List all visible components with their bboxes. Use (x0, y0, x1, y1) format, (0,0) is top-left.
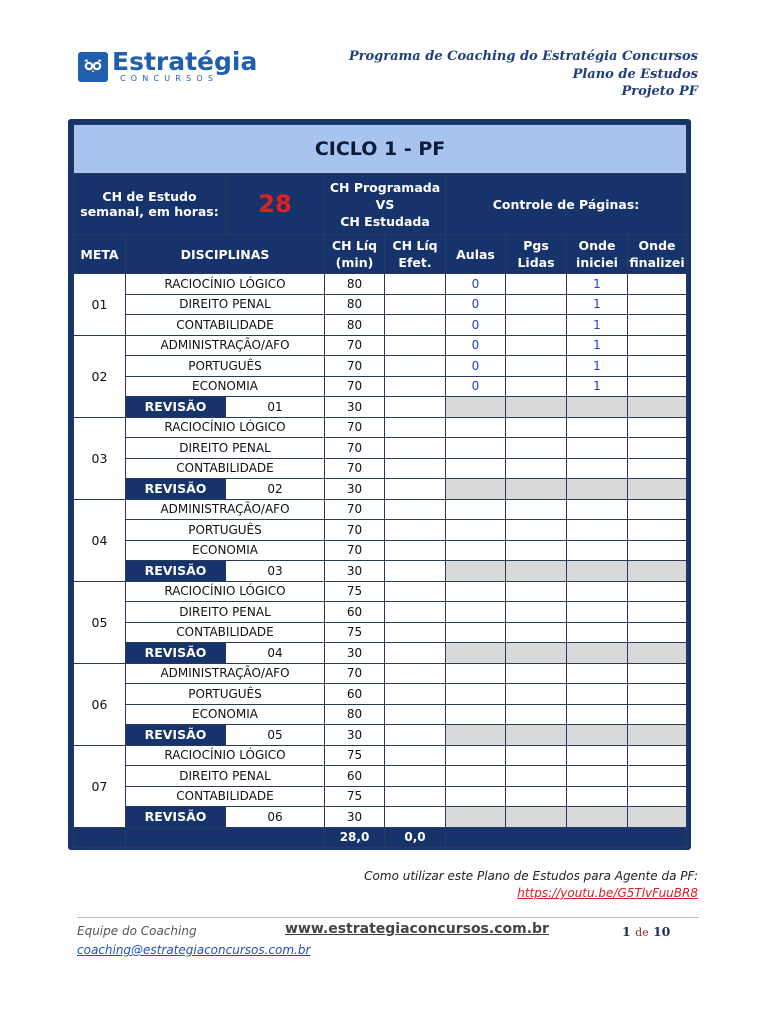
onde-iniciei-cell[interactable] (567, 438, 628, 459)
onde-iniciei-cell[interactable] (567, 622, 628, 643)
aulas-cell (446, 643, 506, 664)
onde-finalizei-cell (628, 725, 687, 746)
aulas-cell[interactable] (446, 581, 506, 602)
disciplina-cell: RACIOCÍNIO LÓGICO (126, 581, 325, 602)
pgs-lidas-cell[interactable] (506, 335, 567, 356)
onde-finalizei-cell[interactable] (628, 663, 687, 684)
onde-finalizei-cell[interactable] (628, 376, 687, 397)
onde-finalizei-cell (628, 479, 687, 500)
onde-iniciei-cell[interactable] (567, 684, 628, 705)
disciplina-cell: ADMINISTRAÇÃO/AFO (126, 499, 325, 520)
usage-note (364, 868, 698, 902)
ch-liq-cell: 75 (325, 622, 385, 643)
owl-logo-icon (78, 52, 108, 82)
onde-finalizei-cell[interactable] (628, 622, 687, 643)
onde-iniciei-cell (567, 397, 628, 418)
table-row (74, 417, 687, 438)
onde-iniciei-cell (567, 725, 628, 746)
col-header-pgs-lidas: Pgs Lidas (506, 235, 567, 274)
ch-efet-cell[interactable] (385, 479, 446, 500)
revisao-row (74, 643, 687, 664)
ch-efet-cell[interactable] (385, 315, 446, 336)
header-plan: Plano de Estudos (572, 66, 698, 82)
disciplina-cell: RACIOCÍNIO LÓGICO (126, 274, 325, 295)
onde-finalizei-cell[interactable] (628, 766, 687, 787)
ch-efet-cell[interactable] (385, 294, 446, 315)
onde-finalizei-cell[interactable] (628, 417, 687, 438)
meta-number: 07 (74, 745, 126, 827)
table-row (74, 335, 687, 356)
disciplina-cell: RACIOCÍNIO LÓGICO (126, 417, 325, 438)
totals-row (74, 827, 687, 847)
revisao-row (74, 561, 687, 582)
onde-iniciei-cell (567, 643, 628, 664)
pgs-lidas-cell[interactable] (506, 315, 567, 336)
onde-iniciei-cell[interactable] (567, 602, 628, 623)
onde-finalizei-cell[interactable] (628, 274, 687, 295)
revisao-number: 05 (226, 725, 325, 746)
footer-email-link[interactable]: coaching@estrategiaconcursos.com.br (77, 943, 311, 957)
onde-finalizei-cell[interactable] (628, 438, 687, 459)
table-row (74, 274, 687, 295)
revisao-number: 01 (226, 397, 325, 418)
ch-efet-cell[interactable] (385, 274, 446, 295)
ch-programada-vs-estudada: CH Programada VS CH Estudada (325, 174, 446, 235)
ch-efet-cell[interactable] (385, 540, 446, 561)
onde-iniciei-cell (567, 479, 628, 500)
disciplina-cell: ECONOMIA (126, 376, 325, 397)
ch-efet-cell[interactable] (385, 520, 446, 541)
table-row (74, 663, 687, 684)
ch-efet-cell[interactable] (385, 376, 446, 397)
onde-iniciei-cell[interactable] (567, 417, 628, 438)
onde-finalizei-cell[interactable] (628, 684, 687, 705)
pgs-lidas-cell (506, 725, 567, 746)
ch-estudo-label: CH de Estudo semanal, em horas: (74, 174, 226, 235)
onde-finalizei-cell (628, 397, 687, 418)
onde-iniciei-cell[interactable] (567, 745, 628, 766)
table-row (74, 356, 687, 377)
ch-efet-cell[interactable] (385, 499, 446, 520)
onde-finalizei-cell[interactable] (628, 294, 687, 315)
aulas-cell[interactable] (446, 663, 506, 684)
table-row (74, 438, 687, 459)
logo-wordmark: Estratégia (112, 47, 258, 76)
revisao-label: REVISÃO (126, 725, 226, 746)
total-ch-liq: 28,0 (325, 827, 385, 847)
ch-liq-cell: 60 (325, 684, 385, 705)
onde-iniciei-cell[interactable] (567, 499, 628, 520)
aulas-cell (446, 725, 506, 746)
ch-efet-cell[interactable] (385, 602, 446, 623)
aulas-cell[interactable] (446, 704, 506, 725)
pgs-lidas-cell (506, 561, 567, 582)
ch-liq-cell: 80 (325, 294, 385, 315)
onde-iniciei-cell[interactable]: 1 (567, 376, 628, 397)
pgs-lidas-cell (506, 807, 567, 828)
aulas-cell[interactable] (446, 458, 506, 479)
aulas-cell[interactable] (446, 520, 506, 541)
ch-liq-cell: 75 (325, 786, 385, 807)
table-row (74, 581, 687, 602)
onde-iniciei-cell (567, 561, 628, 582)
aulas-cell[interactable] (446, 684, 506, 705)
col-header-meta: META (74, 235, 126, 274)
footer-website-link[interactable]: www.estrategiaconcursos.com.br (285, 921, 549, 937)
ch-efet-cell[interactable] (385, 684, 446, 705)
aulas-cell (446, 397, 506, 418)
total-blank (446, 827, 687, 847)
ch-efet-cell[interactable] (385, 622, 446, 643)
onde-finalizei-cell[interactable] (628, 704, 687, 725)
onde-iniciei-cell[interactable]: 1 (567, 294, 628, 315)
revisao-label: REVISÃO (126, 807, 226, 828)
header-program: Programa de Coaching do Estratégia Concursos (348, 49, 698, 64)
table-row (74, 458, 687, 479)
pgs-lidas-cell[interactable] (506, 602, 567, 623)
onde-finalizei-cell[interactable] (628, 786, 687, 807)
ch-liq-cell: 60 (325, 766, 385, 787)
youtube-link[interactable]: https://youtu.be/G5TlvFuuBR8 (517, 886, 698, 900)
revisao-label: REVISÃO (126, 643, 226, 664)
pgs-lidas-cell[interactable] (506, 581, 567, 602)
meta-number: 06 (74, 663, 126, 745)
table-title: CICLO 1 - PF (74, 125, 687, 174)
onde-iniciei-cell (567, 807, 628, 828)
ch-liq-cell: 80 (325, 704, 385, 725)
pgs-lidas-cell[interactable] (506, 417, 567, 438)
ch-liq-cell: 70 (325, 458, 385, 479)
onde-iniciei-cell[interactable] (567, 540, 628, 561)
pgs-lidas-cell[interactable] (506, 745, 567, 766)
pgs-lidas-cell[interactable] (506, 684, 567, 705)
aulas-cell[interactable]: 0 (446, 376, 506, 397)
ch-efet-cell[interactable] (385, 807, 446, 828)
pgs-lidas-cell (506, 479, 567, 500)
disciplina-cell: CONTABILIDADE (126, 786, 325, 807)
disciplina-cell: ADMINISTRAÇÃO/AFO (126, 663, 325, 684)
estrategia-logo (78, 47, 258, 83)
aulas-cell[interactable] (446, 438, 506, 459)
ch-efet-cell[interactable] (385, 745, 446, 766)
disciplina-cell: ADMINISTRAÇÃO/AFO (126, 335, 325, 356)
meta-number: 04 (74, 499, 126, 581)
onde-finalizei-cell[interactable] (628, 602, 687, 623)
onde-finalizei-cell (628, 561, 687, 582)
disciplina-cell: PORTUGUÊS (126, 520, 325, 541)
disciplina-cell: DIREITO PENAL (126, 294, 325, 315)
table-row (74, 745, 687, 766)
onde-finalizei-cell[interactable] (628, 520, 687, 541)
ch-liq-cell: 70 (325, 356, 385, 377)
col-header-ch-efet: CH Líq Efet. (385, 235, 446, 274)
onde-iniciei-cell[interactable] (567, 458, 628, 479)
col-header-onde-finalizei: Onde finalizei (628, 235, 687, 274)
logo-subtitle: CONCURSOS (120, 74, 219, 83)
table-row (74, 499, 687, 520)
ch-liq-cell: 60 (325, 602, 385, 623)
disciplina-cell: PORTUGUÊS (126, 356, 325, 377)
disciplina-cell: CONTABILIDADE (126, 315, 325, 336)
col-header-onde-iniciei: Onde iniciei (567, 235, 628, 274)
ch-liq-cell: 70 (325, 499, 385, 520)
ch-liq-cell: 30 (325, 807, 385, 828)
aulas-cell[interactable]: 0 (446, 335, 506, 356)
ch-liq-cell: 30 (325, 397, 385, 418)
ch-efet-cell[interactable] (385, 663, 446, 684)
onde-iniciei-cell[interactable]: 1 (567, 335, 628, 356)
onde-finalizei-cell[interactable] (628, 315, 687, 336)
controle-paginas-header: Controle de Páginas: (446, 174, 687, 235)
onde-iniciei-cell[interactable] (567, 581, 628, 602)
pgs-lidas-cell[interactable] (506, 540, 567, 561)
pgs-lidas-cell[interactable] (506, 356, 567, 377)
meta-number: 02 (74, 335, 126, 417)
revisao-number: 06 (226, 807, 325, 828)
pgs-lidas-cell[interactable] (506, 766, 567, 787)
disciplina-cell: DIREITO PENAL (126, 602, 325, 623)
total-blank (126, 827, 325, 847)
disciplina-cell: DIREITO PENAL (126, 438, 325, 459)
aulas-cell (446, 561, 506, 582)
footer-divider (77, 917, 699, 918)
table-row (74, 786, 687, 807)
revisao-number: 02 (226, 479, 325, 500)
pgs-lidas-cell[interactable] (506, 274, 567, 295)
pgs-lidas-cell (506, 643, 567, 664)
ch-liq-cell: 30 (325, 725, 385, 746)
ch-efet-cell[interactable] (385, 458, 446, 479)
ch-liq-cell: 75 (325, 581, 385, 602)
meta-number: 03 (74, 417, 126, 499)
ch-efet-cell[interactable] (385, 786, 446, 807)
ch-liq-cell: 80 (325, 315, 385, 336)
ch-efet-cell[interactable] (385, 725, 446, 746)
total-blank (74, 827, 126, 847)
onde-iniciei-cell[interactable]: 1 (567, 315, 628, 336)
ch-efet-cell[interactable] (385, 766, 446, 787)
study-plan-table (73, 124, 687, 848)
pgs-lidas-cell (506, 397, 567, 418)
aulas-cell[interactable] (446, 602, 506, 623)
onde-finalizei-cell[interactable] (628, 745, 687, 766)
ch-liq-cell: 70 (325, 438, 385, 459)
onde-finalizei-cell[interactable] (628, 540, 687, 561)
aulas-cell[interactable]: 0 (446, 274, 506, 295)
ch-efet-cell[interactable] (385, 335, 446, 356)
table-row (74, 540, 687, 561)
disciplina-cell: PORTUGUÊS (126, 684, 325, 705)
onde-finalizei-cell (628, 643, 687, 664)
disciplina-cell: ECONOMIA (126, 704, 325, 725)
aulas-cell[interactable]: 0 (446, 356, 506, 377)
aulas-cell[interactable] (446, 786, 506, 807)
usage-note-text: Como utilizar este Plano de Estudos para Agente da PF: (364, 869, 698, 883)
revisao-number: 04 (226, 643, 325, 664)
onde-finalizei-cell (628, 807, 687, 828)
footer-team: Equipe do Coaching (77, 924, 197, 938)
ch-estudo-value: 28 (226, 174, 325, 235)
header-project: Projeto PF (621, 84, 698, 99)
aulas-cell (446, 479, 506, 500)
aulas-cell[interactable] (446, 540, 506, 561)
revisao-label: REVISÃO (126, 561, 226, 582)
table-row (74, 294, 687, 315)
onde-finalizei-cell[interactable] (628, 335, 687, 356)
aulas-cell[interactable] (446, 745, 506, 766)
meta-number: 01 (74, 274, 126, 336)
ch-liq-cell: 70 (325, 417, 385, 438)
disciplina-cell: DIREITO PENAL (126, 766, 325, 787)
ch-liq-cell: 70 (325, 663, 385, 684)
disciplina-cell: ECONOMIA (126, 540, 325, 561)
table-row (74, 704, 687, 725)
table-row (74, 520, 687, 541)
meta-number: 05 (74, 581, 126, 663)
ch-efet-cell[interactable] (385, 356, 446, 377)
ch-liq-cell: 30 (325, 479, 385, 500)
onde-iniciei-cell[interactable] (567, 766, 628, 787)
aulas-cell[interactable] (446, 766, 506, 787)
onde-iniciei-cell[interactable]: 1 (567, 274, 628, 295)
table-row (74, 684, 687, 705)
pgs-lidas-cell[interactable] (506, 458, 567, 479)
ch-efet-cell[interactable] (385, 561, 446, 582)
revisao-row (74, 807, 687, 828)
ch-liq-cell: 70 (325, 520, 385, 541)
revisao-label: REVISÃO (126, 479, 226, 500)
table-row (74, 622, 687, 643)
table-row (74, 766, 687, 787)
col-header-ch-liq: CH Líq (min) (325, 235, 385, 274)
pgs-lidas-cell[interactable] (506, 294, 567, 315)
pgs-lidas-cell[interactable] (506, 704, 567, 725)
disciplina-cell: CONTABILIDADE (126, 458, 325, 479)
ch-liq-cell: 80 (325, 274, 385, 295)
ch-liq-cell: 30 (325, 643, 385, 664)
aulas-cell (446, 807, 506, 828)
total-ch-efet: 0,0 (385, 827, 446, 847)
ch-liq-cell: 75 (325, 745, 385, 766)
col-header-aulas: Aulas (446, 235, 506, 274)
pgs-lidas-cell[interactable] (506, 622, 567, 643)
pgs-lidas-cell[interactable] (506, 499, 567, 520)
aulas-cell[interactable]: 0 (446, 315, 506, 336)
aulas-cell[interactable] (446, 499, 506, 520)
revisao-row (74, 725, 687, 746)
revisao-row (74, 397, 687, 418)
ch-efet-cell[interactable] (385, 643, 446, 664)
document-header (349, 48, 698, 101)
ch-efet-cell[interactable] (385, 397, 446, 418)
table-row (74, 315, 687, 336)
pgs-lidas-cell[interactable] (506, 438, 567, 459)
onde-finalizei-cell[interactable] (628, 499, 687, 520)
ch-liq-cell: 30 (325, 561, 385, 582)
ch-liq-cell: 70 (325, 335, 385, 356)
page-number: 1 de 10 (622, 924, 671, 939)
disciplina-cell: CONTABILIDADE (126, 622, 325, 643)
aulas-cell[interactable]: 0 (446, 294, 506, 315)
aulas-cell[interactable] (446, 622, 506, 643)
onde-iniciei-cell[interactable] (567, 520, 628, 541)
onde-iniciei-cell[interactable] (567, 786, 628, 807)
ch-efet-cell[interactable] (385, 704, 446, 725)
ch-efet-cell[interactable] (385, 438, 446, 459)
col-header-disciplinas: DISCIPLINAS (126, 235, 325, 274)
table-row (74, 602, 687, 623)
disciplina-cell: RACIOCÍNIO LÓGICO (126, 745, 325, 766)
pgs-lidas-cell[interactable] (506, 376, 567, 397)
onde-finalizei-cell[interactable] (628, 458, 687, 479)
aulas-cell[interactable] (446, 417, 506, 438)
onde-finalizei-cell[interactable] (628, 581, 687, 602)
revisao-label: REVISÃO (126, 397, 226, 418)
table-row (74, 376, 687, 397)
onde-iniciei-cell[interactable] (567, 704, 628, 725)
pgs-lidas-cell[interactable] (506, 663, 567, 684)
onde-iniciei-cell[interactable]: 1 (567, 356, 628, 377)
onde-iniciei-cell[interactable] (567, 663, 628, 684)
revisao-number: 03 (226, 561, 325, 582)
ch-liq-cell: 70 (325, 540, 385, 561)
ch-efet-cell[interactable] (385, 581, 446, 602)
pgs-lidas-cell[interactable] (506, 786, 567, 807)
ch-efet-cell[interactable] (385, 417, 446, 438)
onde-finalizei-cell[interactable] (628, 356, 687, 377)
ch-liq-cell: 70 (325, 376, 385, 397)
pgs-lidas-cell[interactable] (506, 520, 567, 541)
revisao-row (74, 479, 687, 500)
